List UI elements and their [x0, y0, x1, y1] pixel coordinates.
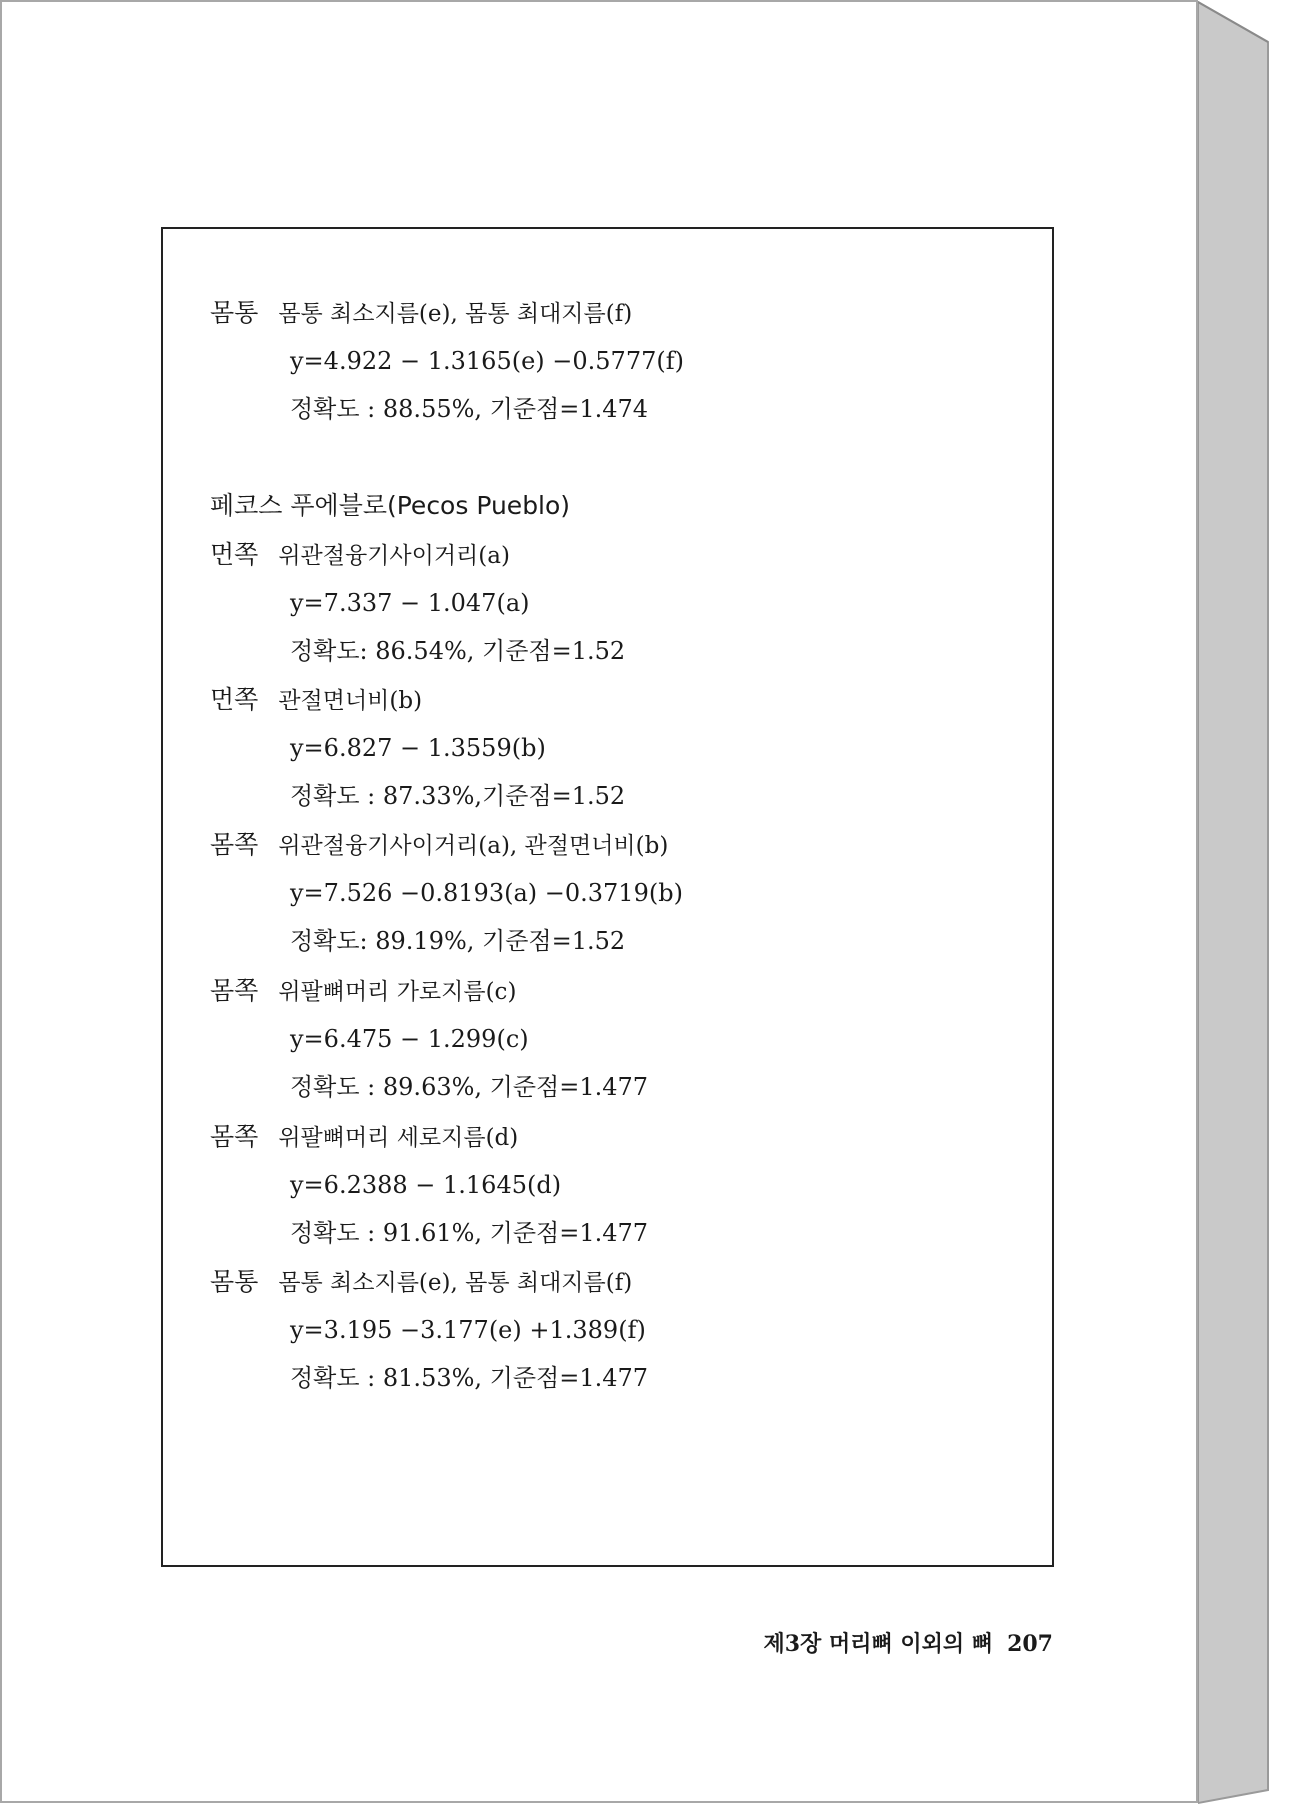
- entry-label: 몸쪽: [210, 976, 259, 1005]
- entry-label: 몸쪽: [210, 1122, 259, 1151]
- entry-label: 몸쪽: [210, 830, 259, 859]
- entry-accuracy: 정확도 : 81.53%, 기준점=1.477: [290, 1364, 649, 1392]
- entry-vars-row: [210, 298, 632, 329]
- entry-label: 먼쪽: [210, 685, 259, 714]
- entry-equation: y=6.2388 − 1.1645(d): [290, 1171, 562, 1199]
- entry-equation: y=6.827 − 1.3559(b): [290, 734, 546, 762]
- entry-accuracy: 정확도 : 89.63%, 기준점=1.477: [290, 1073, 649, 1101]
- entry-vars: 몸통 최소지름(e), 몸통 최대지름(f): [278, 301, 633, 327]
- entry-accuracy: 정확도 : 91.61%, 기준점=1.477: [290, 1219, 649, 1247]
- entry-vars: 위팔뼈머리 세로지름(d): [278, 1125, 519, 1151]
- page-stack-edge: [1198, 0, 1315, 1806]
- entry-equation: y=4.922 − 1.3165(e) −0.5777(f): [290, 347, 684, 375]
- entry-equation: y=7.337 − 1.047(a): [290, 589, 530, 617]
- entry-equation: y=7.526 −0.8193(a) −0.3719(b): [290, 879, 683, 907]
- section-title: 페코스 푸에블로(Pecos Pueblo): [210, 491, 571, 520]
- entry-vars-row: [210, 685, 422, 716]
- entry-vars: 위관절융기사이거리(a), 관절면너비(b): [278, 833, 669, 859]
- entry-vars: 몸통 최소지름(e), 몸통 최대지름(f): [278, 1270, 633, 1296]
- entry-vars: 관절면너비(b): [278, 688, 423, 714]
- page-footer: [764, 1627, 1054, 1658]
- page-number: 207: [1007, 1631, 1053, 1657]
- chapter-title: 제3장 머리뼈 이외의 뼈: [763, 1631, 994, 1657]
- entry-label: 몸통: [210, 298, 259, 327]
- entry-vars: 위관절융기사이거리(a): [278, 543, 510, 569]
- entry-accuracy: 정확도: 89.19%, 기준점=1.52: [290, 927, 626, 955]
- entry-vars-row: [210, 1122, 518, 1153]
- entry-vars-row: [210, 976, 516, 1007]
- entry-accuracy: 정확도 : 88.55%, 기준점=1.474: [290, 395, 649, 423]
- entry-equation: y=3.195 −3.177(e) +1.389(f): [290, 1316, 646, 1344]
- entry-vars: 위팔뼈머리 가로지름(c): [278, 979, 517, 1005]
- entry-vars-row: [210, 540, 510, 571]
- entry-label: 몸통: [210, 1267, 259, 1296]
- entry-label: 먼쪽: [210, 540, 259, 569]
- entry-accuracy: 정확도: 86.54%, 기준점=1.52: [290, 637, 626, 665]
- entry-vars-row: [210, 830, 668, 861]
- entry-equation: y=6.475 − 1.299(c): [290, 1025, 529, 1053]
- entry-accuracy: 정확도 : 87.33%,기준점=1.52: [290, 782, 626, 810]
- entry-vars-row: [210, 1267, 632, 1298]
